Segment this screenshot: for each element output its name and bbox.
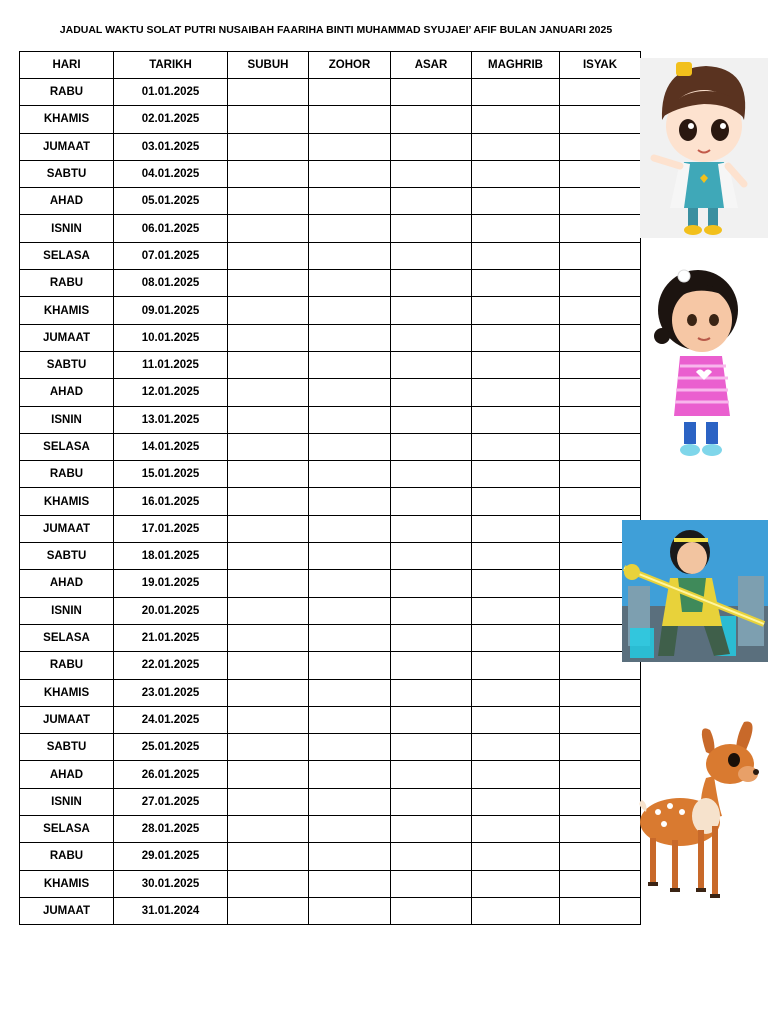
cell-subuh[interactable] bbox=[228, 570, 309, 597]
schedule-title: JADUAL WAKTU SOLAT PUTRI NUSAIBAH FAARIHA BINTI MUHAMMAD SYUJAEI’ AFIF BULAN JANUARI 2025 bbox=[59, 24, 613, 36]
cell-hari: RABU bbox=[20, 79, 114, 106]
cell-asar[interactable] bbox=[391, 624, 472, 651]
table-row bbox=[20, 160, 641, 187]
column-header-maghrib: MAGHRIB bbox=[472, 52, 560, 79]
cell-isyak[interactable] bbox=[560, 188, 641, 215]
cell-zohor[interactable] bbox=[309, 679, 391, 706]
cell-isyak[interactable] bbox=[560, 79, 641, 106]
table-row bbox=[20, 734, 641, 761]
cell-zohor[interactable] bbox=[309, 324, 391, 351]
cell-hari: SABTU bbox=[20, 351, 114, 378]
table-row bbox=[20, 679, 641, 706]
table-row bbox=[20, 379, 641, 406]
cell-maghrib[interactable] bbox=[472, 870, 560, 897]
table-row bbox=[20, 624, 641, 651]
cell-zohor[interactable] bbox=[309, 297, 391, 324]
cell-subuh[interactable] bbox=[228, 515, 309, 542]
cell-tarikh: 05.01.2025 bbox=[114, 188, 228, 215]
cell-isyak[interactable] bbox=[560, 379, 641, 406]
cell-zohor[interactable] bbox=[309, 188, 391, 215]
cell-hari: JUMAAT bbox=[20, 324, 114, 351]
cell-isyak[interactable] bbox=[560, 461, 641, 488]
cell-maghrib[interactable] bbox=[472, 133, 560, 160]
cell-tarikh: 02.01.2025 bbox=[114, 106, 228, 133]
cell-maghrib[interactable] bbox=[472, 679, 560, 706]
cell-isyak[interactable] bbox=[560, 897, 641, 924]
cell-asar[interactable] bbox=[391, 897, 472, 924]
cell-isyak[interactable] bbox=[560, 406, 641, 433]
cell-subuh[interactable] bbox=[228, 160, 309, 187]
cell-zohor[interactable] bbox=[309, 379, 391, 406]
cell-maghrib[interactable] bbox=[472, 652, 560, 679]
cell-zohor[interactable] bbox=[309, 215, 391, 242]
cell-hari: SABTU bbox=[20, 160, 114, 187]
cell-subuh[interactable] bbox=[228, 843, 309, 870]
cell-hari: JUMAAT bbox=[20, 706, 114, 733]
cell-zohor[interactable] bbox=[309, 816, 391, 843]
cell-zohor[interactable] bbox=[309, 597, 391, 624]
cartoon-girl-teal-dress-icon bbox=[640, 58, 768, 238]
cell-maghrib[interactable] bbox=[472, 761, 560, 788]
table-row bbox=[20, 106, 641, 133]
cell-asar[interactable] bbox=[391, 870, 472, 897]
column-header-hari: HARI bbox=[20, 52, 114, 79]
cell-tarikh: 22.01.2025 bbox=[114, 652, 228, 679]
table-row bbox=[20, 761, 641, 788]
cell-zohor[interactable] bbox=[309, 79, 391, 106]
cell-hari: RABU bbox=[20, 461, 114, 488]
cell-asar[interactable] bbox=[391, 461, 472, 488]
cell-tarikh: 01.01.2025 bbox=[114, 79, 228, 106]
cell-subuh[interactable] bbox=[228, 761, 309, 788]
cell-asar[interactable] bbox=[391, 351, 472, 378]
cell-asar[interactable] bbox=[391, 597, 472, 624]
cell-tarikh: 28.01.2025 bbox=[114, 816, 228, 843]
cell-tarikh: 18.01.2025 bbox=[114, 543, 228, 570]
cell-hari: AHAD bbox=[20, 761, 114, 788]
cell-hari: ISNIN bbox=[20, 406, 114, 433]
cell-tarikh: 20.01.2025 bbox=[114, 597, 228, 624]
cell-hari: KHAMIS bbox=[20, 679, 114, 706]
cell-isyak[interactable] bbox=[560, 679, 641, 706]
cell-tarikh: 07.01.2025 bbox=[114, 242, 228, 269]
cartoon-girl-pink-dress-icon bbox=[650, 266, 750, 462]
cell-tarikh: 16.01.2025 bbox=[114, 488, 228, 515]
table-row bbox=[20, 297, 641, 324]
cell-hari: JUMAAT bbox=[20, 897, 114, 924]
cell-isyak[interactable] bbox=[560, 870, 641, 897]
cell-isyak[interactable] bbox=[560, 761, 641, 788]
table-row bbox=[20, 79, 641, 106]
cell-zohor[interactable] bbox=[309, 106, 391, 133]
cell-maghrib[interactable] bbox=[472, 406, 560, 433]
cell-isyak[interactable] bbox=[560, 242, 641, 269]
cell-subuh[interactable] bbox=[228, 788, 309, 815]
cell-tarikh: 19.01.2025 bbox=[114, 570, 228, 597]
column-header-asar: ASAR bbox=[391, 52, 472, 79]
cell-asar[interactable] bbox=[391, 788, 472, 815]
cell-asar[interactable] bbox=[391, 543, 472, 570]
cell-isyak[interactable] bbox=[560, 351, 641, 378]
cell-tarikh: 10.01.2025 bbox=[114, 324, 228, 351]
cell-hari: KHAMIS bbox=[20, 870, 114, 897]
cell-subuh[interactable] bbox=[228, 816, 309, 843]
cell-maghrib[interactable] bbox=[472, 242, 560, 269]
table-row bbox=[20, 843, 641, 870]
cell-maghrib[interactable] bbox=[472, 816, 560, 843]
cell-tarikh: 12.01.2025 bbox=[114, 379, 228, 406]
cell-tarikh: 04.01.2025 bbox=[114, 160, 228, 187]
cell-subuh[interactable] bbox=[228, 433, 309, 460]
cell-zohor[interactable] bbox=[309, 652, 391, 679]
cell-isyak[interactable] bbox=[560, 106, 641, 133]
cell-tarikh: 15.01.2025 bbox=[114, 461, 228, 488]
cell-hari: SELASA bbox=[20, 624, 114, 651]
cell-subuh[interactable] bbox=[228, 679, 309, 706]
table-row bbox=[20, 133, 641, 160]
cell-hari: JUMAAT bbox=[20, 133, 114, 160]
cell-asar[interactable] bbox=[391, 515, 472, 542]
table-row bbox=[20, 570, 641, 597]
cell-subuh[interactable] bbox=[228, 734, 309, 761]
cell-maghrib[interactable] bbox=[472, 324, 560, 351]
table-row bbox=[20, 433, 641, 460]
column-header-subuh: SUBUH bbox=[228, 52, 309, 79]
table-row bbox=[20, 406, 641, 433]
cell-asar[interactable] bbox=[391, 215, 472, 242]
cell-isyak[interactable] bbox=[560, 816, 641, 843]
cell-asar[interactable] bbox=[391, 106, 472, 133]
column-header-tarikh: TARIKH bbox=[114, 52, 228, 79]
cell-isyak[interactable] bbox=[560, 133, 641, 160]
cell-asar[interactable] bbox=[391, 761, 472, 788]
cell-hari: RABU bbox=[20, 652, 114, 679]
cell-asar[interactable] bbox=[391, 488, 472, 515]
cell-maghrib[interactable] bbox=[472, 106, 560, 133]
cell-tarikh: 30.01.2025 bbox=[114, 870, 228, 897]
cell-hari: AHAD bbox=[20, 570, 114, 597]
cell-asar[interactable] bbox=[391, 843, 472, 870]
cell-tarikh: 27.01.2025 bbox=[114, 788, 228, 815]
cell-hari: ISNIN bbox=[20, 788, 114, 815]
cell-zohor[interactable] bbox=[309, 734, 391, 761]
cell-maghrib[interactable] bbox=[472, 351, 560, 378]
table-row bbox=[20, 870, 641, 897]
cell-zohor[interactable] bbox=[309, 160, 391, 187]
cell-zohor[interactable] bbox=[309, 242, 391, 269]
cell-hari: KHAMIS bbox=[20, 297, 114, 324]
cell-subuh[interactable] bbox=[228, 188, 309, 215]
cell-maghrib[interactable] bbox=[472, 433, 560, 460]
cell-hari: RABU bbox=[20, 843, 114, 870]
cell-tarikh: 25.01.2025 bbox=[114, 734, 228, 761]
cell-subuh[interactable] bbox=[228, 270, 309, 297]
cell-maghrib[interactable] bbox=[472, 379, 560, 406]
cell-tarikh: 17.01.2025 bbox=[114, 515, 228, 542]
cell-hari: JUMAAT bbox=[20, 515, 114, 542]
cell-maghrib[interactable] bbox=[472, 461, 560, 488]
cell-asar[interactable] bbox=[391, 433, 472, 460]
cell-zohor[interactable] bbox=[309, 624, 391, 651]
cell-isyak[interactable] bbox=[560, 488, 641, 515]
cell-isyak[interactable] bbox=[560, 788, 641, 815]
cell-isyak[interactable] bbox=[560, 324, 641, 351]
table-row bbox=[20, 188, 641, 215]
cell-subuh[interactable] bbox=[228, 79, 309, 106]
cell-asar[interactable] bbox=[391, 242, 472, 269]
cell-maghrib[interactable] bbox=[472, 188, 560, 215]
cell-asar[interactable] bbox=[391, 706, 472, 733]
cell-zohor[interactable] bbox=[309, 351, 391, 378]
cell-zohor[interactable] bbox=[309, 870, 391, 897]
cell-tarikh: 14.01.2025 bbox=[114, 433, 228, 460]
table-row bbox=[20, 816, 641, 843]
cell-tarikh: 21.01.2025 bbox=[114, 624, 228, 651]
cell-maghrib[interactable] bbox=[472, 788, 560, 815]
cell-maghrib[interactable] bbox=[472, 570, 560, 597]
cell-asar[interactable] bbox=[391, 734, 472, 761]
cell-asar[interactable] bbox=[391, 297, 472, 324]
table-row bbox=[20, 652, 641, 679]
cell-isyak[interactable] bbox=[560, 706, 641, 733]
cell-tarikh: 24.01.2025 bbox=[114, 706, 228, 733]
cell-zohor[interactable] bbox=[309, 543, 391, 570]
cell-hari: KHAMIS bbox=[20, 488, 114, 515]
cartoon-deer-icon bbox=[636, 712, 768, 906]
cell-maghrib[interactable] bbox=[472, 160, 560, 187]
cell-maghrib[interactable] bbox=[472, 597, 560, 624]
cell-subuh[interactable] bbox=[228, 488, 309, 515]
cell-asar[interactable] bbox=[391, 79, 472, 106]
table-row bbox=[20, 242, 641, 269]
cell-subuh[interactable] bbox=[228, 324, 309, 351]
cell-zohor[interactable] bbox=[309, 897, 391, 924]
cell-maghrib[interactable] bbox=[472, 624, 560, 651]
cell-subuh[interactable] bbox=[228, 870, 309, 897]
cell-subuh[interactable] bbox=[228, 624, 309, 651]
cell-asar[interactable] bbox=[391, 570, 472, 597]
table-row bbox=[20, 515, 641, 542]
table-row bbox=[20, 897, 641, 924]
cell-subuh[interactable] bbox=[228, 297, 309, 324]
cell-hari: SABTU bbox=[20, 543, 114, 570]
cell-subuh[interactable] bbox=[228, 461, 309, 488]
prayer-schedule-table bbox=[19, 51, 641, 925]
cell-hari: SABTU bbox=[20, 734, 114, 761]
table-row bbox=[20, 488, 641, 515]
table-row bbox=[20, 324, 641, 351]
cell-subuh[interactable] bbox=[228, 106, 309, 133]
cell-tarikh: 06.01.2025 bbox=[114, 215, 228, 242]
cell-maghrib[interactable] bbox=[472, 297, 560, 324]
cell-zohor[interactable] bbox=[309, 133, 391, 160]
cell-subuh[interactable] bbox=[228, 543, 309, 570]
cell-isyak[interactable] bbox=[560, 734, 641, 761]
cell-hari: SELASA bbox=[20, 242, 114, 269]
cell-maghrib[interactable] bbox=[472, 79, 560, 106]
cell-maghrib[interactable] bbox=[472, 543, 560, 570]
cell-asar[interactable] bbox=[391, 816, 472, 843]
table-row bbox=[20, 215, 641, 242]
cell-hari: SELASA bbox=[20, 433, 114, 460]
table-row bbox=[20, 351, 641, 378]
cell-subuh[interactable] bbox=[228, 652, 309, 679]
cell-maghrib[interactable] bbox=[472, 843, 560, 870]
cell-tarikh: 03.01.2025 bbox=[114, 133, 228, 160]
table-header-row bbox=[20, 52, 641, 79]
cell-subuh[interactable] bbox=[228, 897, 309, 924]
cell-zohor[interactable] bbox=[309, 843, 391, 870]
cell-zohor[interactable] bbox=[309, 706, 391, 733]
cell-subuh[interactable] bbox=[228, 597, 309, 624]
table-row bbox=[20, 597, 641, 624]
table-row bbox=[20, 543, 641, 570]
cell-asar[interactable] bbox=[391, 133, 472, 160]
cell-tarikh: 11.01.2025 bbox=[114, 351, 228, 378]
cell-subuh[interactable] bbox=[228, 242, 309, 269]
cell-asar[interactable] bbox=[391, 379, 472, 406]
cell-zohor[interactable] bbox=[309, 515, 391, 542]
cell-subuh[interactable] bbox=[228, 406, 309, 433]
cell-subuh[interactable] bbox=[228, 379, 309, 406]
cell-maghrib[interactable] bbox=[472, 515, 560, 542]
cell-zohor[interactable] bbox=[309, 761, 391, 788]
cell-isyak[interactable] bbox=[560, 270, 641, 297]
cell-tarikh: 09.01.2025 bbox=[114, 297, 228, 324]
cartoon-girl-warrior-staff-icon bbox=[618, 516, 768, 666]
cell-asar[interactable] bbox=[391, 652, 472, 679]
cell-asar[interactable] bbox=[391, 406, 472, 433]
cell-zohor[interactable] bbox=[309, 461, 391, 488]
cell-zohor[interactable] bbox=[309, 406, 391, 433]
cell-subuh[interactable] bbox=[228, 706, 309, 733]
table-row bbox=[20, 461, 641, 488]
cell-maghrib[interactable] bbox=[472, 488, 560, 515]
cell-zohor[interactable] bbox=[309, 488, 391, 515]
cell-maghrib[interactable] bbox=[472, 897, 560, 924]
cell-asar[interactable] bbox=[391, 324, 472, 351]
cell-tarikh: 26.01.2025 bbox=[114, 761, 228, 788]
cell-hari: AHAD bbox=[20, 188, 114, 215]
table-row bbox=[20, 270, 641, 297]
cell-asar[interactable] bbox=[391, 270, 472, 297]
cell-asar[interactable] bbox=[391, 188, 472, 215]
cell-isyak[interactable] bbox=[560, 297, 641, 324]
cell-zohor[interactable] bbox=[309, 270, 391, 297]
cell-subuh[interactable] bbox=[228, 215, 309, 242]
cell-zohor[interactable] bbox=[309, 433, 391, 460]
cell-maghrib[interactable] bbox=[472, 215, 560, 242]
cell-tarikh: 08.01.2025 bbox=[114, 270, 228, 297]
cell-isyak[interactable] bbox=[560, 160, 641, 187]
cell-isyak[interactable] bbox=[560, 843, 641, 870]
cell-asar[interactable] bbox=[391, 160, 472, 187]
cell-zohor[interactable] bbox=[309, 788, 391, 815]
cell-maghrib[interactable] bbox=[472, 734, 560, 761]
cell-maghrib[interactable] bbox=[472, 270, 560, 297]
cell-zohor[interactable] bbox=[309, 570, 391, 597]
cell-hari: AHAD bbox=[20, 379, 114, 406]
cell-isyak[interactable] bbox=[560, 433, 641, 460]
cell-tarikh: 31.01.2024 bbox=[114, 897, 228, 924]
table-row bbox=[20, 706, 641, 733]
cell-subuh[interactable] bbox=[228, 133, 309, 160]
cell-hari: KHAMIS bbox=[20, 106, 114, 133]
cell-isyak[interactable] bbox=[560, 215, 641, 242]
cell-hari: RABU bbox=[20, 270, 114, 297]
cell-subuh[interactable] bbox=[228, 351, 309, 378]
cell-asar[interactable] bbox=[391, 679, 472, 706]
cell-tarikh: 13.01.2025 bbox=[114, 406, 228, 433]
cell-hari: SELASA bbox=[20, 816, 114, 843]
column-header-zohor: ZOHOR bbox=[309, 52, 391, 79]
column-header-isyak: ISYAK bbox=[560, 52, 641, 79]
table-row bbox=[20, 788, 641, 815]
cell-maghrib[interactable] bbox=[472, 706, 560, 733]
cell-tarikh: 29.01.2025 bbox=[114, 843, 228, 870]
cell-hari: ISNIN bbox=[20, 215, 114, 242]
cell-tarikh: 23.01.2025 bbox=[114, 679, 228, 706]
cell-hari: ISNIN bbox=[20, 597, 114, 624]
